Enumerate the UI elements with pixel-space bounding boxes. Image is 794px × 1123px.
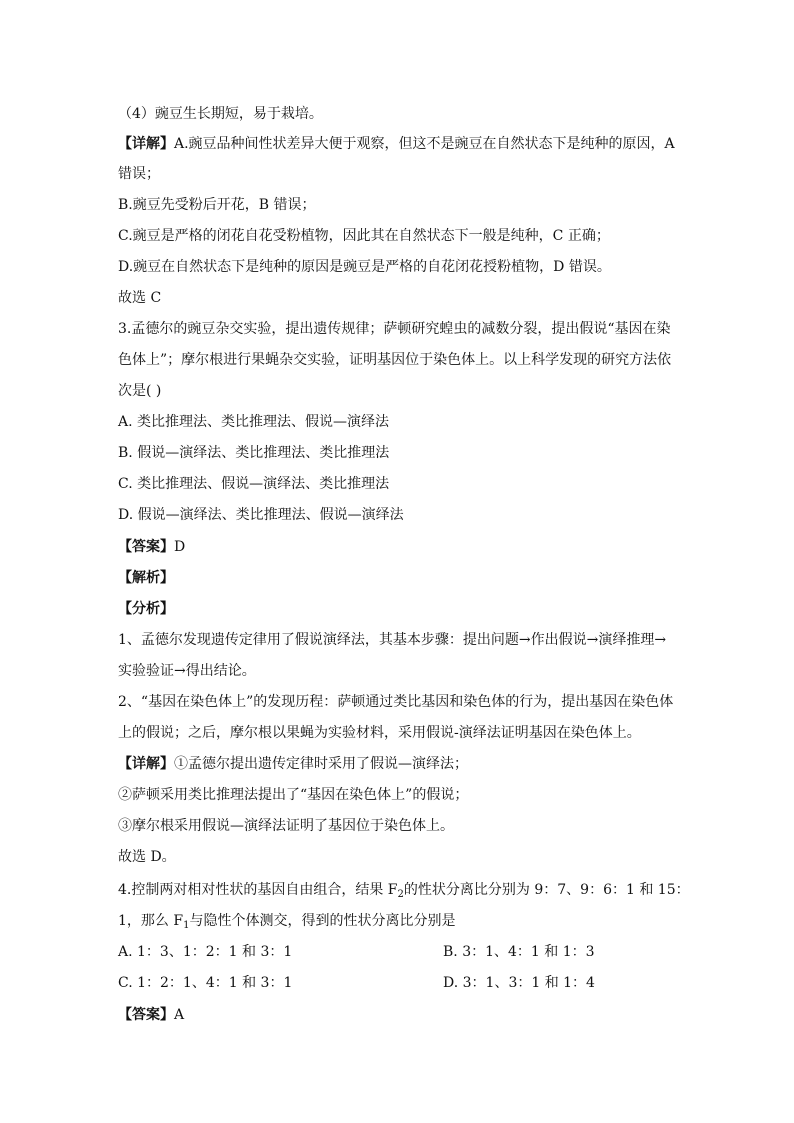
option-b: B. 假说—演绎法、类比推理法、类比推理法 xyxy=(118,445,390,461)
answer-line: 【答案】D xyxy=(118,539,186,555)
text-line: 【详解】A.豌豆品种间性状差异大便于观察，但这不是豌豆在自然状态下是纯种的原因，A xyxy=(118,136,675,152)
text-line: 2、“基因在染色体上”的发现历程：萨顿通过类比基因和染色体的行为，提出基因在染色体 xyxy=(118,694,674,710)
text-line: C.豌豆是严格的闭花自花受粉植物，因此其在自然状态下一般是纯种，C 正确； xyxy=(118,228,610,244)
option-b: B. 3：1、4：1 和 1：3 xyxy=(443,944,595,960)
analysis-label: 【解析】 xyxy=(118,570,174,586)
text-line: D.豌豆在自然状态下是纯种的原因是豌豆是严格的自花闭花授粉植物，D 错误。 xyxy=(118,259,611,275)
analysis-label-line xyxy=(118,568,174,588)
text-line: 故选 D。 xyxy=(118,849,176,865)
answer-line: 【答案】A xyxy=(118,1007,185,1023)
text-line: 1，那么 $F_1$与隐性个体测交，得到的性状分离比分别是 xyxy=(118,913,456,931)
option-a: A. 1：3、1：2：1 和 3：1 xyxy=(118,944,293,960)
text-line: 实验验证→得出结论。 xyxy=(118,663,256,679)
option-d: D. 假说—演绎法、类比推理法、假说—演绎法 xyxy=(118,507,404,523)
option-c: C. 类比推理法、假说—演绎法、类比推理法 xyxy=(118,476,390,492)
text-line: 1、孟德尔发现遗传定律用了假说演绎法，其基本步骤：提出问题→作出假说→演绎推理→ xyxy=(118,632,667,648)
detail-label: 【详解】 xyxy=(118,756,174,772)
answer-label: 【答案】 xyxy=(118,1007,174,1023)
option-d: D. 3：1、3：1 和 1：4 xyxy=(443,975,595,991)
detail-label: 【详解】 xyxy=(118,136,174,152)
text-line: ③摩尔根采用假说—演绎法证明了基因位于染色体上。 xyxy=(118,818,454,834)
question-3-text: 3.孟德尔的豌豆杂交实验，提出遗传规律；萨顿研究蝗虫的减数分裂，提出假说“基因在染 xyxy=(118,321,671,337)
option-a: A. 类比推理法、类比推理法、假说—演绎法 xyxy=(118,414,390,430)
text-line: 色体上”；摩尔根进行果蝇杂交实验，证明基因位于染色体上。以上科学发现的研究方法依 xyxy=(118,352,672,368)
breakdown-label-line xyxy=(118,599,174,619)
text-line: （4）豌豆生长期短，易于栽培。 xyxy=(118,106,323,122)
answer-label: 【答案】 xyxy=(118,539,174,555)
breakdown-label: 【分析】 xyxy=(118,601,174,617)
text-line: 上的假说；之后，摩尔根以果蝇为实验材料，采用假说-演绎法证明基因在染色体上。 xyxy=(118,725,641,741)
text-line: 【详解】①孟德尔提出遗传定律时采用了假说—演绎法； xyxy=(118,756,468,772)
text-line: 故选 C xyxy=(118,290,162,306)
text-line: B.豌豆先受粉后开花，B 错误； xyxy=(118,197,316,213)
text-line: 错误； xyxy=(118,166,160,182)
question-4-text: 4.控制两对相对性状的基因自由组合，结果 $F_2$的性状分离比分别为 9：7、9：6：1 和 15： xyxy=(118,882,690,900)
text-line: ②萨顿采用类比推理法提出了“基因在染色体上”的假说； xyxy=(118,787,469,803)
text-line: 次是( ) xyxy=(118,383,162,399)
option-c: C. 1：2：1、4：1 和 3：1 xyxy=(118,975,293,991)
